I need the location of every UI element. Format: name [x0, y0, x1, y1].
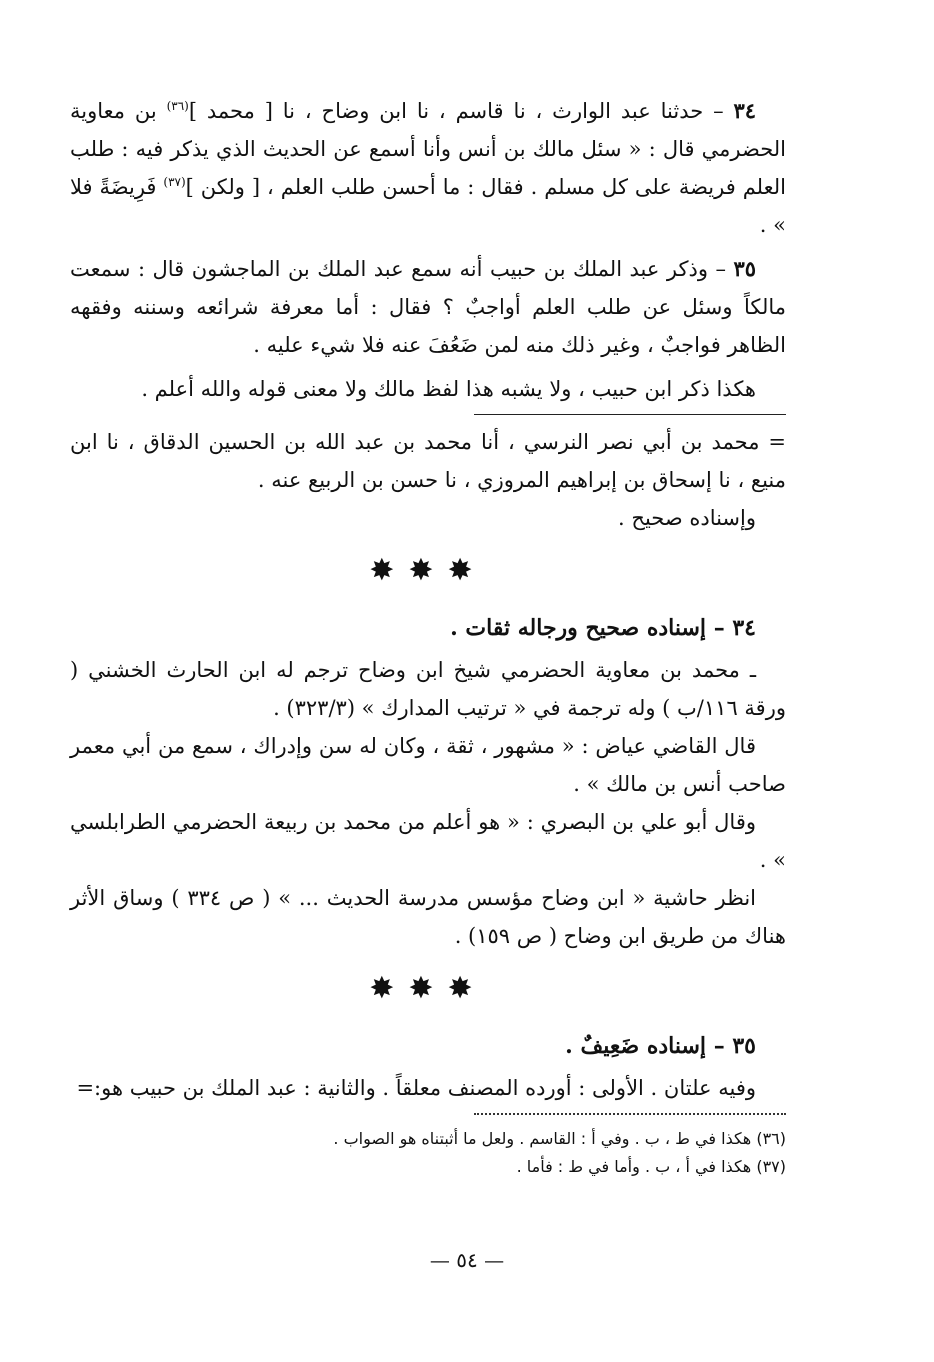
hadith-35-comment: هكذا ذكر ابن حبيب ، ولا يشبه هذا لفظ مالك ولا معنى قوله والله أعلم . [141, 377, 756, 401]
footnote-ref-37: (٣٧) [163, 175, 186, 189]
continued-note-line2: وإسناده صحيح . [618, 506, 756, 530]
hadith-35-text: – وذكر عبد الملك بن حبيب أنه سمع عبد الملك بن الماجشون قال : سمعت مالكاً وسئل عن طلب العلم أواجبٌ ؟ فقال : أما معرفة شرائعه وسننه وفقهه الظاهر فواجبٌ ، وغير ذلك منه لمن ضَعُفَ عنه فلا شيء عليه . [70, 257, 786, 357]
section-divider-2: ✸✸✸ [369, 971, 487, 1006]
page-number: — ٥٤ — [429, 1248, 505, 1272]
hadith-34-number: ٣٤ [733, 98, 756, 123]
hadith-34-text-c: فَرِيضَةً فلا » . [70, 175, 786, 237]
hadith-34-text-b: بن معاوية الحضرمي قال : « سئل مالك بن أنس وأنا أسمع عن الحديث الذي يذكر فيه : طلب العلم فريضة على كل مسلم . فقال : ما أحسن طلب العلم ، [ ولكن ] [70, 99, 786, 199]
continued-note-line1: = محمد بن أبي نصر النرسي ، أنا محمد بن عبد الله بن الحسين الدقاق ، نا ابن منيع ، نا إسحاق بن إبراهيم المروزي ، نا حسن بن الربيع عنه . [70, 430, 786, 492]
footnote-ref-36: (٣٦) [166, 99, 189, 113]
footnotes-separator [474, 1113, 786, 1115]
takhrij-34-heading-number: ٣٤ [732, 615, 756, 641]
page-body [70, 92, 786, 1181]
takhrij-35-heading-text: – إسناده ضَعِيفٌ . [565, 1033, 733, 1059]
takhrij-34-heading [70, 609, 786, 647]
footnote-36: (٣٦) هكذا في ط ، ب . وفي أ : القاسم . ولعل ما أثبتناه هو الصواب . [333, 1129, 786, 1148]
hadith-35-number: ٣٥ [733, 256, 756, 281]
takhrij-34-p1: ـ محمد بن معاوية الحضرمي شيخ ابن وضاح ترجم له ابن الحارث الخشني ( ورقة ١١٦/ب ) وله ترجمة في « ترتيب المدارك » (٣٢٣/٣) . [70, 658, 786, 720]
takhrij-34-p4: انظر حاشية « ابن وضاح مؤسس مدرسة الحديث ... » ( ص ٣٣٤ ) وساق الأثر هناك من طريق ابن وضاح ( ص ١٥٩) . [70, 886, 786, 948]
hadith-34-text-a: – حدثنا عبد الوارث ، نا قاسم ، نا ابن وضاح ، نا [ محمد ] [188, 99, 734, 123]
takhrij-35-heading [70, 1027, 786, 1065]
footnotes [70, 1125, 786, 1181]
takhrij-34-heading-text: – إسناده صحيح ورجاله ثقات . [450, 615, 733, 641]
takhrij-34-p2: قال القاضي عياض : « مشهور ، ثقة ، وكان له سن وإدراك ، سمع من أبي معمر صاحب أنس بن مالك » . [70, 734, 786, 796]
takhrij-34-p3: وقال أبو علي بن البصري : « هو أعلم من محمد بن ربيعة الحضرمي الطرابلسي » . [70, 810, 786, 872]
section-divider-1: ✸✸✸ [369, 553, 487, 588]
footnote-37: (٣٧) هكذا في أ ، ب . وأما في ط : فأما . [516, 1157, 786, 1176]
takhrij-35-heading-number: ٣٥ [732, 1033, 756, 1059]
takhrij-35-p1: وفيه علتان . الأولى : أورده المصنف معلقاً . والثانية : عبد الملك بن حبيب هو:= [76, 1076, 756, 1100]
footnote-separator [474, 414, 786, 415]
hadith-35 [70, 250, 786, 364]
hadith-34 [70, 92, 786, 244]
